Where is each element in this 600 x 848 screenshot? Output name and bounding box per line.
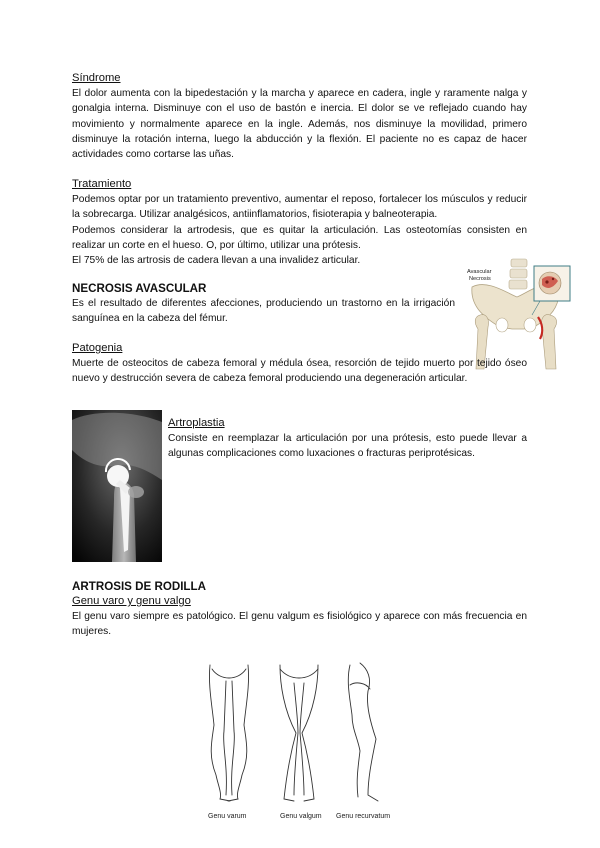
rodilla-paragraph: El genu varo siempre es patológico. El genu valgum es fisiológico y aparece con más frecuencia en mujeres. bbox=[72, 611, 527, 638]
tratamiento-paragraph-2: Podemos considerar la artrodesis, que es quitar la articulación. Las osteotomías consisten en realizar un corte en el hueso. O, por último, utilizar una prótesis. bbox=[72, 224, 527, 251]
artroplastia-section bbox=[168, 416, 527, 462]
caption-genu-recurvatum: Genu recurvatum bbox=[336, 813, 391, 820]
knee-deformities-illustration bbox=[200, 655, 400, 825]
rodilla-heading: ARTROSIS DE RODILLA bbox=[72, 580, 206, 593]
figure-label-line1: Avascular bbox=[467, 269, 492, 275]
rodilla-subheading: Genu varo y genu valgo bbox=[72, 595, 191, 607]
sindrome-heading: Síndrome bbox=[72, 72, 121, 84]
figure-label-line2: Necrosis bbox=[469, 276, 491, 282]
necrosis-paragraph: Es el resultado de diferentes afecciones, produciendo un trastorno en la irrigación sanguínea en la cabeza del fémur. bbox=[72, 298, 455, 325]
caption-genu-varum: Genu varum bbox=[208, 813, 247, 820]
tratamiento-paragraph-3: El 75% de las artrosis de cadera llevan a una invalidez articular. bbox=[72, 255, 361, 267]
sindrome-paragraph: El dolor aumenta con la bipedestación y la marcha y aparece en cadera, ingle y raramente nalga y gonalgia interna. Disminuye con el uso de bastón e inercia. El dolor se ve reflejado cuando hay movimiento y normalmente aparece en la ingle. Además, nos disminuye la movilidad, primero disminuye la rotación interna, luego la abducción y la flexión. El paciente no es capaz de hacer actividades como cortarse las uñas. bbox=[72, 88, 527, 161]
rodilla-section bbox=[72, 579, 527, 640]
caption-genu-valgum: Genu valgum bbox=[280, 813, 322, 820]
tratamiento-heading: Tratamiento bbox=[72, 178, 132, 190]
necrosis-heading: NECROSIS AVASCULAR bbox=[72, 282, 207, 295]
patogenia-section bbox=[72, 341, 527, 387]
artroplastia-paragraph: Consiste en reemplazar la articulación por una prótesis, esto puede llevar a algunas complicaciones como luxaciones o fracturas periprotésicas. bbox=[168, 433, 527, 460]
hip-prosthesis-xray bbox=[72, 410, 162, 562]
tratamiento-section bbox=[72, 177, 527, 268]
tratamiento-paragraph-1: Podemos optar por un tratamiento preventivo, aumentar el reposo, fortalecer los músculos y reducir la sobrecarga. Utilizar analgésicos, antiinflamatorios, fisioterapia y balneoterapia. bbox=[72, 194, 527, 221]
patogenia-paragraph: Muerte de osteocitos de cabeza femoral y médula ósea, resorción de tejido muerto por tejido óseo nuevo y destrucción severa de cabeza femoral produciendo una degeneración articular. bbox=[72, 358, 527, 385]
necrosis-section bbox=[72, 281, 455, 327]
artroplastia-heading: Artroplastia bbox=[168, 417, 225, 429]
patogenia-heading: Patogenia bbox=[72, 342, 123, 354]
sindrome-section bbox=[72, 71, 527, 162]
